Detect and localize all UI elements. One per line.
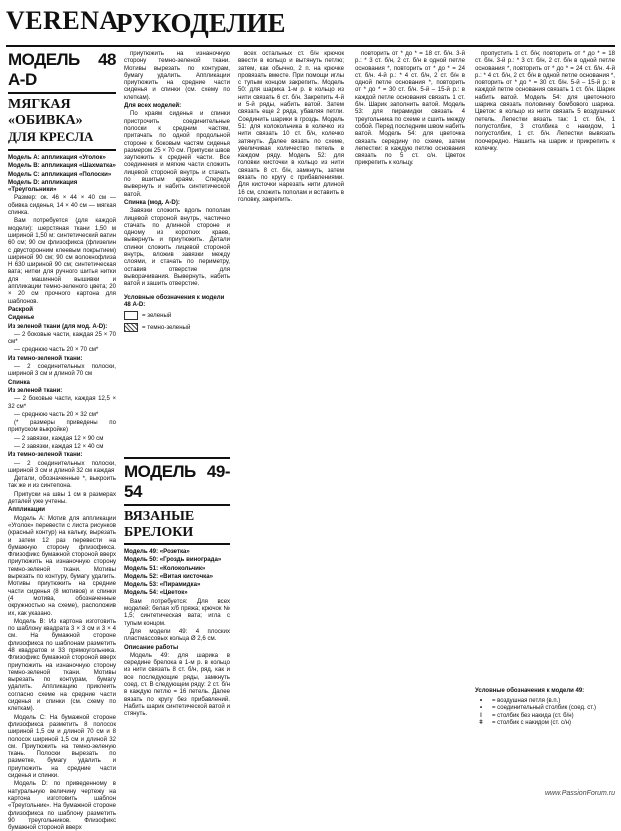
model-line: Модель D: аппликация «Треугольники» [8,178,78,194]
chain-stitch-icon: ∘ [479,697,483,704]
section-title: РУКОДЕЛИЕ [116,8,286,38]
body-text: Модель 49: для шарика в середине брелока в 1-м р. в кольцо из нити связать 8 ст. б/н, ряд, как и все последующие ряды, замкнуть соед. ст. В следующем ряду: 2 ст. б/н в каждую петлю = 16 петель. Далее вязать по кругу без прибавлений. Набить шарик синтетической ватой и стянуть. [124,651,230,718]
model-line: Модель 50: «Гроздь винограда» [124,556,222,564]
brand-logo: VERENA [6,6,119,35]
section-heading: Спинка (мод. A-D): [124,198,180,206]
article-title: ВЯЗАНЫЕ БРЕЛОКИ [124,509,195,540]
legend-label: = столбик без накида (ст. б/н) [492,712,574,719]
legend-49 [475,688,615,728]
applique-text: Модель А: Мотив для аппликации «Уголок» перевести с листа рисунков (красный контур) на кальку, вырезать и затем 12 раз перевести на бумажную сторону флизофикса. Флизофикс бумажной стороной вверх приутюжить на изнаночную сторону темно-зеленой ткани. Мотивы вырезать по контуру, бумагу удалить. Мотивы приутюжить на средние части сиденья (8 мотивов) и спинки (4 мотива, обозначенные окружностью на схеме), расположив их, как указано. [8,514,116,617]
model-d-text: Модель D: по приведенному в натуральную величину чертежу на картона изготовить шаблон «Треугольник». На бумажной стороне флизофикса по шаблону разметить 90 треугольников. Флизофикс бумажной стороной вверх [8,780,116,831]
cut-line: — 2 завязки, каждая 12 × 40 см [14,442,104,450]
materials-text: Вам потребуется: Для всех моделей: белая х/б пряжа; крючок № 1,5; синтетическая вата; игла с тупым концом. [124,597,230,627]
materials-text: Вам потребуется (для каждой модели): шерстяная ткани 1,50 м шириной 1,50 м: синтетический ватин 60 см; 90 см флизофикса (флизелин с двусторонним клеевым покрытием) шириной 90 см; 90 см волокнофлиза Н 630 шириной 90 см; синтетическая вата; нитки для ручного шитья нитки для машинной вышивки и аппликации темно-зеленого цвета; 20 × 20 см прочного картона для шаблонов. [8,217,116,305]
divider [8,149,116,151]
legend-row [124,323,230,332]
legend-label: = темно-зеленый [142,323,191,331]
column-1 [8,50,116,831]
model-line: Модель С: аппликация «Полоски» [8,170,112,178]
section-heading: Спинка [8,378,30,386]
legend-row [124,311,230,320]
cut-line: — 2 соединительных полоски, шириной 3 см и длиной 70 см [8,363,116,378]
divider [124,457,230,459]
swatch-dark [124,323,138,332]
legend-label: = соединительный столбик (соед. ст.) [492,705,597,711]
divider [124,504,230,506]
model-line: Модель В: аппликация «Шахматка» [8,162,116,170]
section-heading: Аппликации [8,506,46,514]
materials-text: Для модели 49: 4 плоских пластмассовых кольца Ø 2,6 см. [124,627,230,643]
model-line: Модель 49: «Розетка» [124,548,190,555]
body-text: всех остальных ст. б/н крючок ввести в кольцо и вытянуть петлю; затем, как обычно, 2 п. на крючке провязать вместе. При помощи иглы с тупым концом закрепить. Модель 50: для шарика 1-м р. в кольцо из нити связать 6 ст. б/н. Закрепить 4-й и 5-й ряды, набить ватой. Затем связать еще 2 ряда, убавляя петли. Соединить шарики в гроздь. Модель 51: для колокольчика в колечко из нити связать 10 ст. б/н, колечко затянуть. Далее вязать по схеме, увеличивая количество петель в каждом ряду. Модель 52: для головки кисточки в кольцо из нити связать 8 ст. б/н, замкнуть, затем вязать по кругу с прибавлениями. Для кисточки нарезать нити длиной 16 см, сложить пополам и вставить в головку, закрепить. [238,50,344,203]
section-heading: Из зеленой ткани (для мод. A-D): [8,322,108,330]
masthead [6,4,615,44]
legend-label: = воздушная петля (в.п.) [492,697,561,704]
masthead-rule [6,45,615,47]
section-heading: Из темно-зеленой ткани: [8,451,83,459]
allowance-text: Припуски на швы 1 см в размерах деталей уже учтены. [8,490,116,506]
legend-row [475,713,615,721]
double-crochet-icon: ǂ [479,720,483,726]
section-heading: Описание работы [124,643,179,651]
legend-label: = столбик с накидом (ст. с/н) [492,720,571,726]
model-line: Модель А: аппликация «Уголок» [8,154,106,161]
size-text: Размер: ок. 46 × 44 × 40 см — обивка сиденья, 14 × 40 см — мягкая спинка. [8,194,116,217]
legend-row [475,720,615,728]
body-text: повторить от * до * = 18 ст. б/н. 3-й р.: * 3 ст. б/н, 2 ст. б/н в одной петле основания *, повторить от * до * = 24 ст. б/н. 4-й р.: * 4 ст. б/н, 2 ст. б/н в одной петле основания *, повторить от * до * = 30 ст. б/н. 5-й – 15-й р.: в каждой петле основания связать 1 ст. б/н. Шарик заполнить ватой. Модель 53: для пирамидки связать 4 треугольника по схеме и сшить между собой. Перед последним швом набить ватой. Модель 54: для цветочка связать середину по схеме, затем лепестки: в каждую петлю основания связать по 5 ст. с/н. Цветок прикрепить к кольцу. [355,50,465,167]
model-line: Модель 52: «Витая кисточка» [124,572,213,580]
model-b-text: Модель В: Из картона изготовить по шаблону квадрата 3 × 3 см и 3 × 4 см. На бумажной стороне флизофикса по шаблонам разметить 48 квадратов и 33 прямоугольника. Флизофикс бумажной стороной вверх приутюжить на изнаночную сторону темно-зеленой ткани. Мотивы вырезать по контурам, бумагу удалить. Аппликацию приклеить согласно схеме на средние части сиденья и спинки (см. схему по клеткам). [8,617,116,713]
legend-title: Условные обозначения к модели 49: [475,688,585,694]
legend-label: = зеленый [142,311,172,319]
cut-line: — 2 завязки, каждая 12 × 90 см [14,434,104,442]
legend-row [475,698,615,706]
model-line: Модель 53: «Пирамидка» [124,581,201,589]
section-heading: Из зеленой ткани: [8,386,63,394]
article-2 [124,455,230,790]
model-line: Модель 51: «Колокольчик» [124,564,206,572]
column-5 [475,50,615,680]
article-subtitle: ДЛЯ КРЕСЛА [8,129,94,144]
cut-line: — среднюю часть 20 × 70 см* [14,346,99,354]
cut-line: — 2 соединительных полоски, шириной 3 см и длиной 32 см каждая [8,459,116,474]
body-text: приутюжить на изнаночную сторону темно-зеленой ткани. Мотивы вырезать по контурам, бумагу удалить. Аппликации приутюжить на средние части сиденья и спинки (см. схему по клеткам). [124,50,230,101]
cut-line: — 2 боковые части, каждая 25 × 70 см* [8,330,116,346]
body-text: пропустить 1 ст. б/н; повторить от * до * = 18 ст. б/н. 3-й р.: * 3 ст. б/н, 2 ст. б/н в одной петле основания *, повторить от * до * = 24 ст. б/н. 4-й р.: * 4 ст. б/н, 2 ст. б/н в одной петле основания *, повторить от * до * = 30 ст. б/н. 5-й – 15-й р.: в каждой петле основания связать 1 ст. б/н. Шарик набить ватой. Модель 54: для цветочного шарика связать половинку бомбового шарика. Цветок: в кольцо из нити связать 5 воздушных петель. Лепестки вязать так: 1 ст. б/н, 1 полустолбик, 3 столбика с накидом, 1 полустолбик, 1 ст. б/н. Лепестки вывязать поочередно. Нашить на шарик и прикрепить к колечку. [475,50,615,152]
column-4 [355,50,465,790]
legend-row [475,705,615,713]
model-line: Модель 54: «Цветок» [124,589,188,597]
body-text: Завязки сложить вдоль пополам лицевой стороной внутрь, частично стачать по длинной стороне и одному из коротких краев, вывернуть и приутюжить. Детали спинки сложить лицевой стороной внутрь, вложив завязки между слоями, и стачать по периметру, оставив отверстие для выворачивания. Вывернуть, набить ватой и зашить отверстие. [124,207,230,288]
section-heading: Из темно-зеленой ткани: [8,354,83,362]
divider [124,543,230,545]
divider [8,92,116,94]
model-heading: МОДЕЛЬ 48 A-D [8,50,116,89]
column-2 [124,50,230,430]
legend-title: Условные обозначения к модели 48 А-D: [124,293,225,308]
section-heading: Для всех моделей: [124,102,182,110]
body-text: По краям сиденья и спинки пристрочить соединительные полоски к средним частям, притачать по одной продольной стороне к боковым частям сиденья размером 25 × 70 см. Припуски швов заутюжить к средней части. Все соединения и мягкие части сложить лицевой стороной внутрь и стачать по вшитым краям. Спереди вывернуть и набить синтетической ватой. [124,110,230,198]
model-c-text: Модель С: На бумажной стороне флизофикса разметить 8 полосок шириной 1,5 см и длиной 70 см и 8 полосок шириной 1,5 см и длиной 32 см. Приутюжить на темно-зеленую ткань. Полоски вырезать по разметке, бумагу удалить и приутюжить на средние части сиденья и спинки. [8,713,116,780]
cut-line: — среднюю часть 20 × 32 см* [14,410,99,418]
section-heading: Раскрой [8,305,34,313]
cut-line: — 2 боковые части, каждая 12,5 × 32 см* [8,395,116,410]
cut-line: (* размеры приведены по припуском выкройке) [8,419,116,434]
swatch-light [124,311,138,320]
article-title: МЯГКАЯ «ОБИВКА» [8,97,83,128]
slip-stitch-icon: • [479,705,483,711]
section-heading: Сиденье [8,314,35,322]
column-3 [238,50,344,790]
cut-line: Детали, обозначенные *, выкроить так же и из синтепона. [8,475,116,490]
single-crochet-icon: ǀ [480,712,482,719]
model-heading: МОДЕЛЬ 49-54 [124,462,230,501]
legend-48 [124,294,230,333]
watermark: www.PassionForum.ru [544,790,615,797]
